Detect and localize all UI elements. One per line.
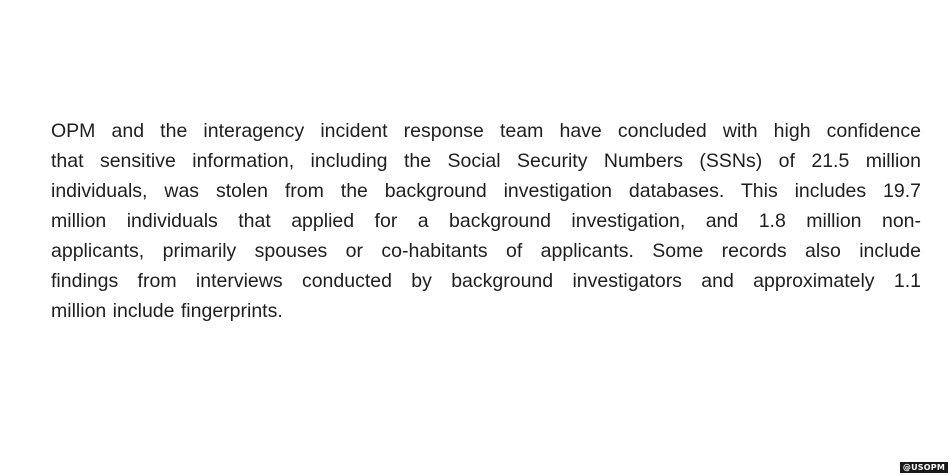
watermark-badge: @USOPM: [900, 462, 948, 473]
statement-line: individuals, was stolen from the background investigation databases. This includes 19.7: [51, 180, 921, 202]
statement-line: OPM and the interagency incident response team have concluded with high confidence: [51, 120, 921, 142]
statement-line: findings from interviews conducted by background investigators and approximately 1.1: [51, 270, 921, 292]
statement-paragraph: [51, 116, 921, 326]
statement-line: that sensitive information, including the Social Security Numbers (SSNs) of 21.5 million: [51, 150, 921, 172]
statement-line: applicants, primarily spouses or co-habitants of applicants. Some records also include: [51, 240, 921, 262]
statement-line: million individuals that applied for a background investigation, and 1.8 million non-: [51, 210, 921, 232]
statement-line: million include fingerprints.: [51, 300, 283, 322]
